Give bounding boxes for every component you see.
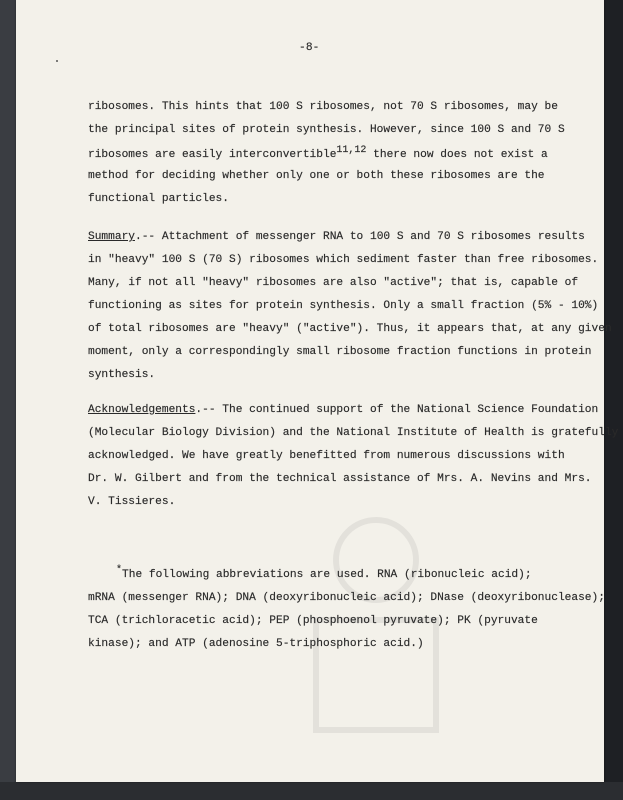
text-line: the principal sites of protein synthesis. However, since 100 S and 70 S [88, 124, 565, 136]
footnote-marker: * [116, 565, 123, 576]
text-segment: there now does not exist a [366, 149, 548, 161]
text-segment: .-- Attachment of messenger RNA to 100 S and 70 S ribosomes results [135, 231, 585, 243]
text-line: Dr. W. Gilbert and from the technical assistance of Mrs. A. Nevins and Mrs. [88, 473, 592, 485]
page-number: -8- [299, 42, 320, 54]
text-line: (Molecular Biology Division) and the National Institute of Health is gratefully [88, 427, 619, 439]
text-line: of total ribosomes are "heavy" ("active"). Thus, it appears that, at any given [88, 323, 612, 335]
section-heading-acknowledgements: Acknowledgements [88, 404, 196, 416]
text-line: TCA (trichloracetic acid); PEP (phosphoenol pyruvate); PK (pyruvate [88, 615, 538, 627]
text-line [88, 145, 565, 172]
text-line: functional particles. [88, 193, 229, 205]
scan-border-right [604, 0, 623, 800]
section-heading-summary: Summary [88, 231, 135, 243]
paragraph-intro [88, 101, 565, 216]
text-line: ribosomes. This hints that 100 S ribosomes, not 70 S ribosomes, may be [88, 101, 558, 113]
text-line: acknowledged. We have greatly benefitted from numerous discussions with [88, 450, 565, 462]
text-segment: ribosomes are easily interconvertible [88, 149, 337, 161]
text-line: synthesis. [88, 369, 156, 381]
scan-border-bottom [0, 782, 623, 800]
text-line [88, 231, 612, 254]
paragraph-summary [88, 231, 612, 392]
text-line: kinase); and ATP (adenosine 5-triphosphoric acid.) [88, 638, 424, 650]
text-line: method for deciding whether only one or both these ribosomes are the [88, 170, 545, 182]
text-line [88, 404, 618, 427]
citation-superscript: 11,12 [336, 145, 367, 156]
text-line: V. Tissieres. [88, 496, 176, 508]
document-page [16, 0, 619, 782]
text-segment: The following abbreviations are used. RNA (ribonucleic acid); [122, 569, 532, 581]
text-line: Many, if not all "heavy" ribosomes are also "active"; that is, capable of [88, 277, 579, 289]
text-line [88, 565, 605, 592]
paragraph-acknowledgements [88, 404, 618, 519]
text-segment: .-- The continued support of the National Science Foundation [195, 404, 599, 416]
text-line: functioning as sites for protein synthesis. Only a small fraction (5% - 10%) [88, 300, 599, 312]
text-line: in "heavy" 100 S (70 S) ribosomes which sediment faster than free ribosomes. [88, 254, 599, 266]
text-line: mRNA (messenger RNA); DNA (deoxyribonucleic acid); DNase (deoxyribonuclease); [88, 592, 605, 604]
text-line: moment, only a correspondingly small ribosome fraction functions in protein [88, 346, 592, 358]
footnote [88, 565, 605, 661]
paper-speck [56, 60, 58, 62]
